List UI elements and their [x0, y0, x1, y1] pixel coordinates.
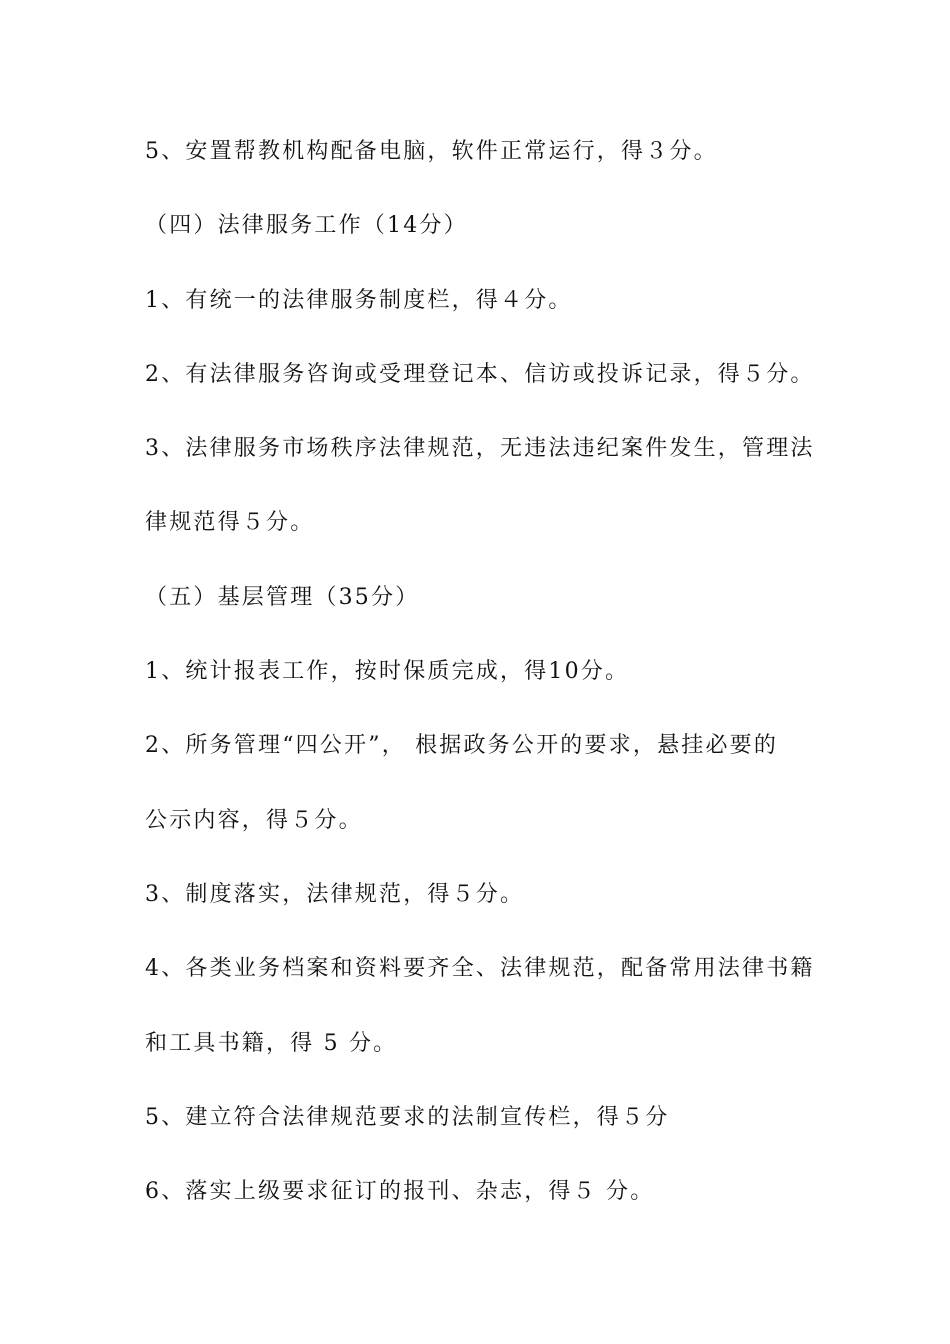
section-5-item-2-line-2: 公示内容，得５分。	[145, 808, 363, 833]
section-5-item-2-line-1: 2、所务管理“四公开”， 根据政务公开的要求，悬挂必要的	[145, 733, 779, 758]
section-4-item-2: 2、有法律服务咨询或受理登记本、信访或投诉记录，得５分。	[145, 362, 815, 387]
section-5-item-3: 3、制度落实，法律规范，得５分。	[145, 882, 525, 907]
section-4-item-1: 1、有统一的法律服务制度栏，得４分。	[145, 288, 573, 313]
section-5-item-5: 5、建立符合法律规范要求的法制宣传栏，得５分	[145, 1105, 670, 1130]
section-5-item-4-line-2: 和工具书籍，得 5 分。	[145, 1031, 398, 1056]
item-5-computer-equipment: 5、安置帮教机构配备电脑，软件正常运行，得３分。	[145, 139, 718, 164]
section-5-item-6: 6、落实上级要求征订的报刊、杂志，得５ 分。	[145, 1179, 655, 1204]
section-5-heading: （五）基层管理（35分）	[145, 585, 420, 610]
section-4-item-3-line-1: 3、法律服务市场秩序法律规范，无违法违纪案件发生，管理法	[145, 436, 815, 461]
section-4-item-3-line-2: 律规范得５分。	[145, 510, 315, 535]
section-5-item-1: 1、统计报表工作，按时保质完成，得10分。	[145, 659, 630, 684]
section-5-item-4-line-1: 4、各类业务档案和资料要齐全、法律规范，配备常用法律书籍	[145, 956, 815, 981]
section-4-heading: （四）法律服务工作（14分）	[145, 213, 468, 238]
